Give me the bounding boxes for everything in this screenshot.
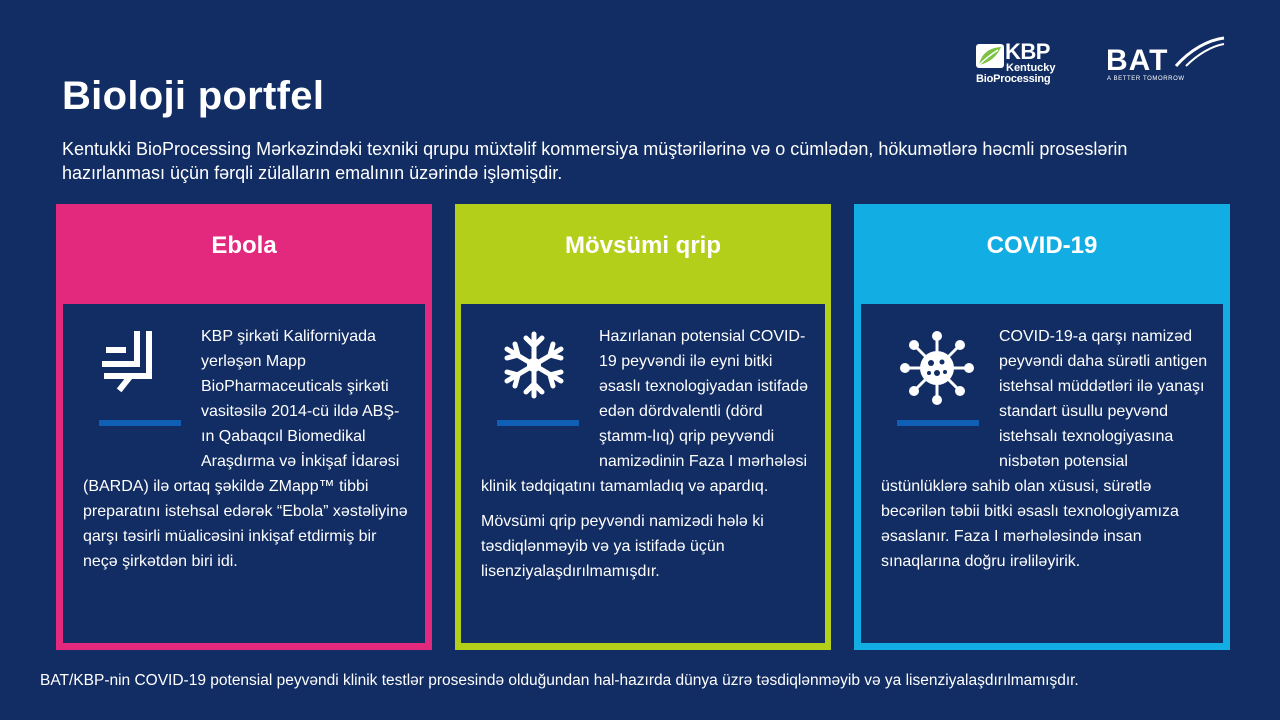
footer-disclaimer: BAT/KBP-nin COVID-19 potensial peyvəndi klinik testlər prosesində olduğundan hal-hazırda dünya üzrə təsdiqlənməyib və ya lisenziyalaşdırılmamışdır. — [40, 672, 1079, 689]
icon-box — [481, 312, 597, 430]
kbp-logo-line2: BioProcessing — [976, 73, 1051, 85]
card-body — [461, 304, 825, 643]
card-paragraph: Hazırlanan potensial COVID-19 peyvəndi ilə eyni bitki əsaslı texnologiyadan istifadə edən dördvalentli (dörd ştamm-lıq) qrip peyvəndi namizədinin Faza I mərhələsi klinik tədqiqatını tamamladıq və apardıq. — [481, 328, 809, 495]
virus-icon — [899, 330, 975, 406]
bat-swoosh-icon — [1174, 36, 1226, 70]
card-heading: COVID-19 — [986, 232, 1098, 259]
card-ebola — [56, 204, 432, 650]
antibody-icon — [101, 330, 165, 394]
card-body — [861, 304, 1223, 643]
kbp-logo-text: KBP — [1005, 39, 1050, 64]
card-covid-19 — [854, 204, 1230, 650]
kbp-leaf-icon — [976, 44, 1004, 68]
icon-underline — [99, 420, 181, 426]
card-heading: Ebola — [211, 232, 277, 259]
bat-logo — [1104, 36, 1228, 88]
icon-underline — [497, 420, 579, 426]
card-paragraph: Mövsümi qrip peyvəndi namizədi hələ ki təsdiqlənməyib və ya istifadə üçün lisenziyalaşdırılmamışdır. — [481, 513, 764, 580]
card-seasonal-flu — [455, 204, 831, 650]
icon-underline — [897, 420, 979, 426]
kbp-logo-line1: Kentucky — [1006, 62, 1056, 74]
icon-box — [881, 312, 997, 430]
icon-box — [83, 312, 199, 430]
bat-logo-text: BAT — [1106, 44, 1169, 77]
snowflake-icon — [499, 330, 569, 400]
page-title: Bioloji portfel — [62, 74, 325, 118]
kbp-logo — [976, 39, 1076, 90]
card-heading: Mövsümi qrip — [564, 232, 721, 259]
card-paragraph: KBP şirkəti Kaliforniyada yerləşən Mapp BioPharmaceuticals şirkəti vasitəsilə 2014-cü ildə ABŞ-ın Qabaqcıl Biomedikal Araşdırma və İnkişaf İdarəsi (BARDA) ilə ortaq şəkildə ZMapp™ tibbi preparatını istehsal edərək “Ebola” xəstəliyinə qarşı təsirli müalicəsini inkişaf etdirmiş bir neçə şirkətdən biri idi. — [83, 328, 408, 570]
card-body — [63, 304, 425, 643]
bat-tagline: A BETTER TOMORROW — [1107, 76, 1185, 82]
page-subtitle: Kentukki BioProcessing Mərkəzindəki texniki qrupu müxtəlif kommersiya müştərilərinə və o cümlədən, hökumətlərə həcmli proseslərin hazırlanması üçün fərqli zülalların emalının üzərində işləmişdir. — [62, 139, 1128, 183]
card-paragraph: COVID-19-a qarşı namizəd peyvəndi daha sürətli antigen istehsal müddətləri ilə yanaşı standart üsullu peyvənd istehsalı texnologiyasına nisbətən potensial üstünlüklərə sahib olan xüsusi, sürətlə becərilən təbii bitki əsaslı texnologiyamıza əsaslanır. Faza I mərhələsində insan sınaqlarına doğru irəliləyirik. — [881, 328, 1208, 570]
